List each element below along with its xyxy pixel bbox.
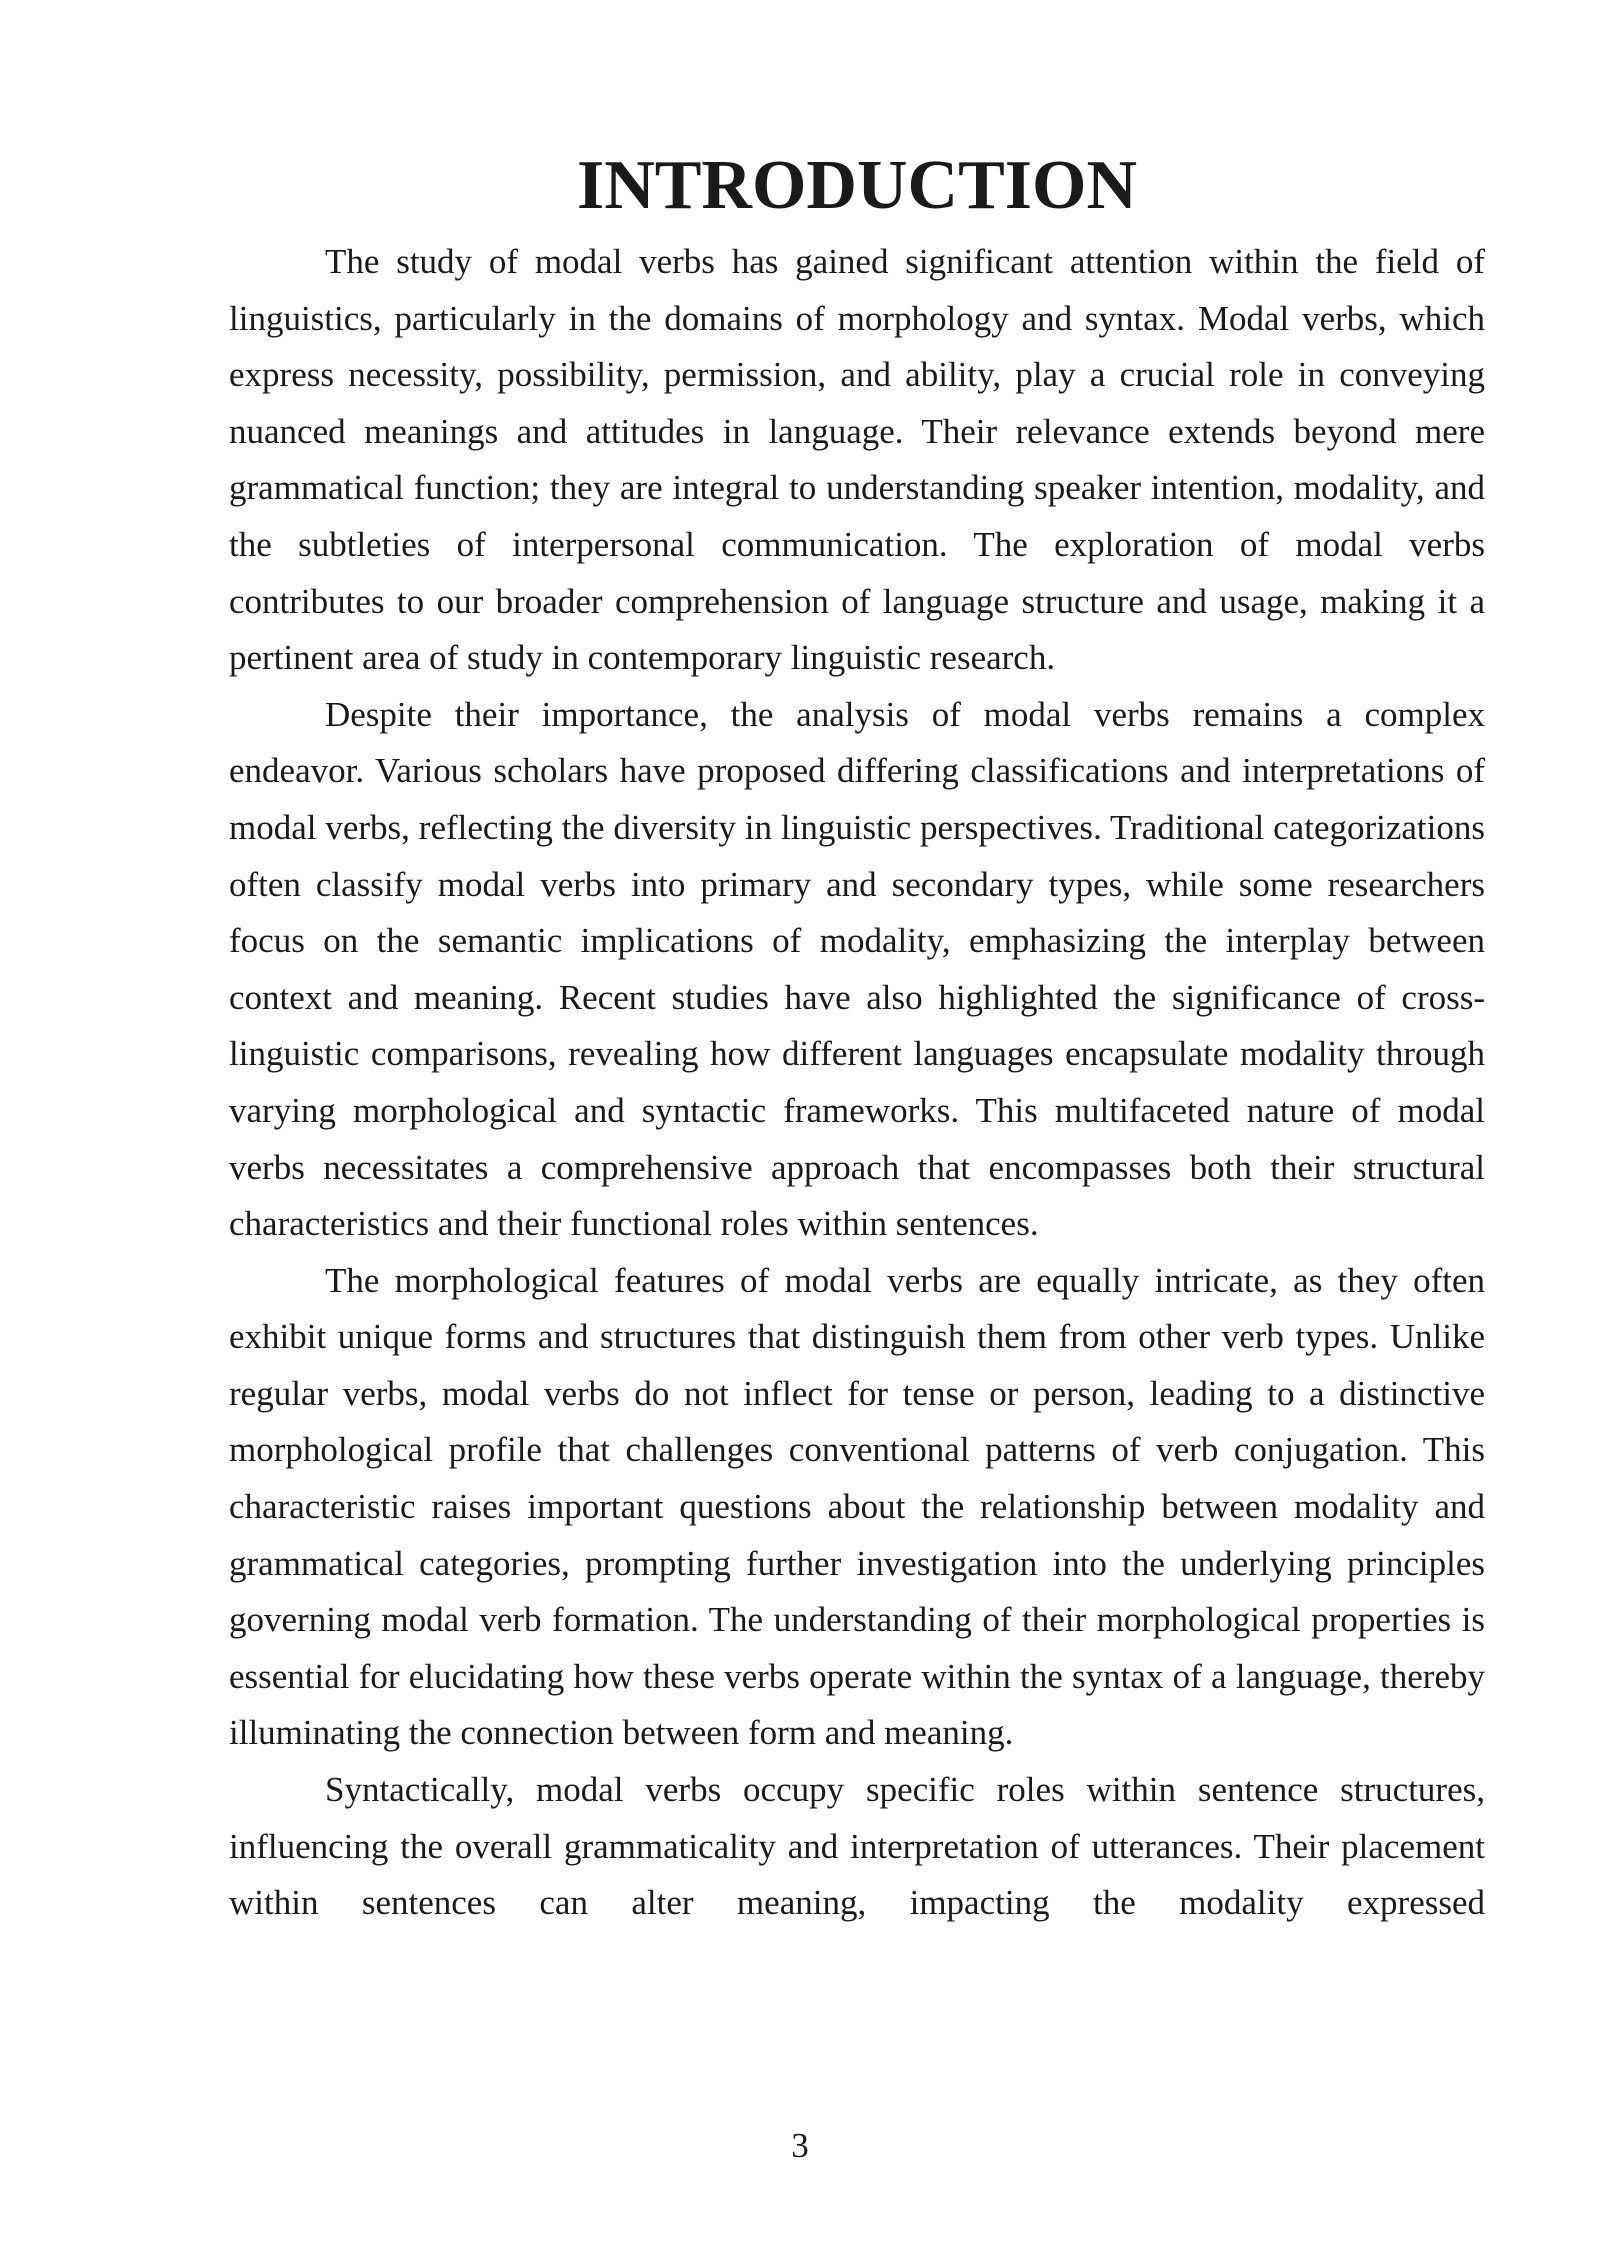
- paragraph-4: Syntactically, modal verbs occupy specific roles within sentence structures, influencing the overall grammaticality and interpretation of utterances. Their placement within sentences can alter meaning, impacting the modality expressed: [229, 1770, 1485, 1923]
- section-title: INTRODUCTION: [576, 147, 1138, 224]
- page-content: [229, 147, 1485, 1932]
- paragraph-3: The morphological features of modal verbs are equally intricate, as they often exhibit unique forms and structures that distinguish them from other verb types. Unlike regular verbs, modal verbs do not inflect for tense or person, leading to a distinctive morphological profile that challenges conventional patterns of verb conjugation. This characteristic raises important questions about the relationship between modality and grammatical categories, prompting further investigation into the underlying principles governing modal verb formation. The understanding of their morphological properties is essential for elucidating how these verbs operate within the syntax of a language, thereby illuminating the connection between form and meaning.: [229, 1260, 1485, 1753]
- paragraph-1: The study of modal verbs has gained significant attention within the field of linguistics, particularly in the domains of morphology and syntax. Modal verbs, which express necessity, possibility, permission, and ability, play a crucial role in conveying nuanced meanings and attitudes in language. Their relevance extends beyond mere grammatical function; they are integral to understanding speaker intention, modality, and the subtleties of interpersonal communication. The exploration of modal verbs contributes to our broader comprehension of language structure and usage, making it a pertinent area of study in contemporary linguistic research.: [229, 242, 1485, 678]
- paragraph-2: Despite their importance, the analysis of modal verbs remains a complex endeavor. Various scholars have proposed differing classifications and interpretations of modal verbs, reflecting the diversity in linguistic perspectives. Traditional categorizations often classify modal verbs into primary and secondary types, while some researchers focus on the semantic implications of modality, emphasizing the interplay between context and meaning. Recent studies have also highlighted the significance of cross-linguistic comparisons, revealing how different languages encapsulate modality through varying morphological and syntactic frameworks. This multifaceted nature of modal verbs necessitates a comprehensive approach that encompasses both their structural characteristics and their functional roles within sentences.: [229, 694, 1485, 1244]
- page-number: 3: [791, 2126, 809, 2165]
